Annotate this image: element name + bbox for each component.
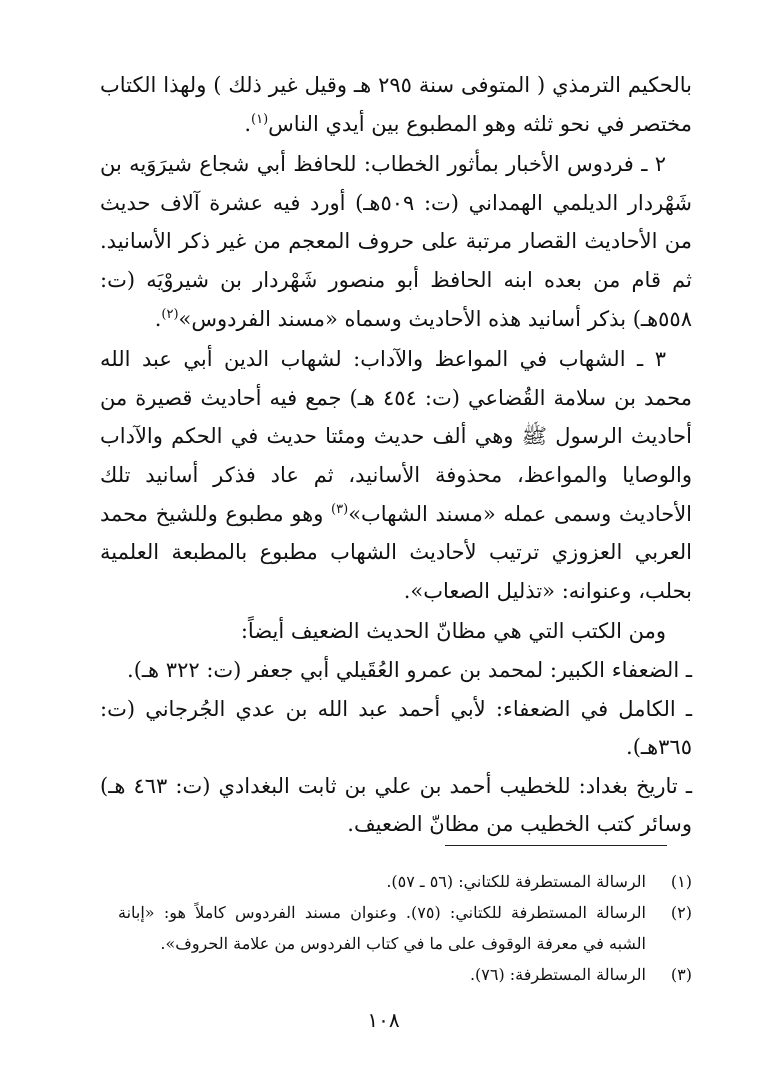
- paragraph-1-text: بالحكيم الترمذي ( المتوفى سنة ٢٩٥ هـ وقيل غير ذلك ) ولهذا الكتاب مختصر في نحو ثلثه وهو المطبوع بين أيدي الناس: [100, 73, 692, 136]
- paragraph-3: [100, 340, 692, 610]
- list-item-al-kamil: ـ الكامل في الضعفاء: لأبي أحمد عبد الله بن عدي الجُرجاني (ت: ٣٦٥هـ).: [100, 696, 692, 760]
- footnote-number: (٢): [670, 903, 692, 922]
- footnote-divider: [445, 845, 667, 846]
- footnote-number: (١): [670, 872, 692, 891]
- footnote-number: (٣): [670, 965, 692, 984]
- paragraph-1-end: .: [244, 111, 252, 136]
- paragraph-1: [100, 66, 692, 143]
- footnote-1: [118, 866, 692, 897]
- footnote-3: [118, 959, 692, 990]
- main-text: [100, 66, 692, 844]
- paragraph-2: [100, 145, 692, 338]
- footnotes: [118, 866, 692, 990]
- footnote-ref-2: (٢): [161, 306, 179, 322]
- paragraph-3-end: وهو مطبوع وللشيخ محمد العربي العزوزي ترتيب لأحاديث الشهاب مطبوع بالمطبعة العلمية بحلب، وعنوانه: «تذليل الصعاب».: [100, 501, 692, 603]
- footnote-text: الرسالة المستطرفة: (٧٦).: [469, 965, 646, 984]
- footnote-ref-3: (٣): [331, 501, 349, 517]
- page-number: ١٠٨: [367, 1008, 400, 1032]
- paragraph-4: ومن الكتب التي هي مظانّ الحديث الضعيف أيضاً:: [240, 619, 666, 644]
- paragraph-3-text: ٣ ـ الشهاب في المواعظ والآداب: لشهاب الدين أبي عبد الله محمد بن سلامة القُضاعي (ت: ٤٥٤ هـ) جمع فيه أحاديث قصيرة من أحاديث الرسول ﷺ وهي ألف حديث ومئتا حديث في الحكم والآداب والوصايا والمواعظ، محذوفة الأسانيد، ثم عاد فذكر أسانيد تلك الأحاديث وسمى عمله «مسند الشهاب»: [100, 347, 693, 526]
- list-item-tarikh-baghdad: ـ تاريخ بغداد: للخطيب أحمد بن علي بن ثابت البغدادي (ت: ٤٦٣ هـ) وسائر كتب الخطيب من مظانّ الضعيف.: [100, 773, 692, 837]
- footnote-ref-1: (١): [251, 111, 269, 127]
- paragraph-2-end: .: [154, 306, 162, 331]
- footnote-text: الرسالة المستطرفة للكتاني: (٧٥). وعنوان مسند الفردوس كاملاً هو: «إبانة الشبه في معرفة الوقوف على ما في كتاب الفردوس من علامة الحروف».: [118, 903, 647, 953]
- list-item-weak-narrators: ـ الضعفاء الكبير: لمحمد بن عمرو العُقَيلي أبي جعفر (ت: ٣٢٢ هـ).: [127, 657, 692, 682]
- footnote-text: الرسالة المستطرفة للكتاني: (٥٦ ـ ٥٧).: [386, 872, 646, 891]
- footnote-2: [118, 897, 692, 959]
- paragraph-2-text: ٢ ـ فردوس الأخبار بمأثور الخطاب: للحافظ أبي شجاع شيرَوَيه بن شَهْردار الديلمي الهمداني (ت: ٥٠٩هـ) أورد فيه عشرة آلاف حديث من الأحاديث القصار مرتبة على حروف المعجم من غير ذكر الأسانيد. ثم قام من بعده ابنه الحافظ أبو منصور شَهْردار بن شيروْيَه (ت: ٥٥٨هـ) بذكر أسانيد هذه الأحاديث وسماه «مسند الفردوس»: [100, 152, 692, 331]
